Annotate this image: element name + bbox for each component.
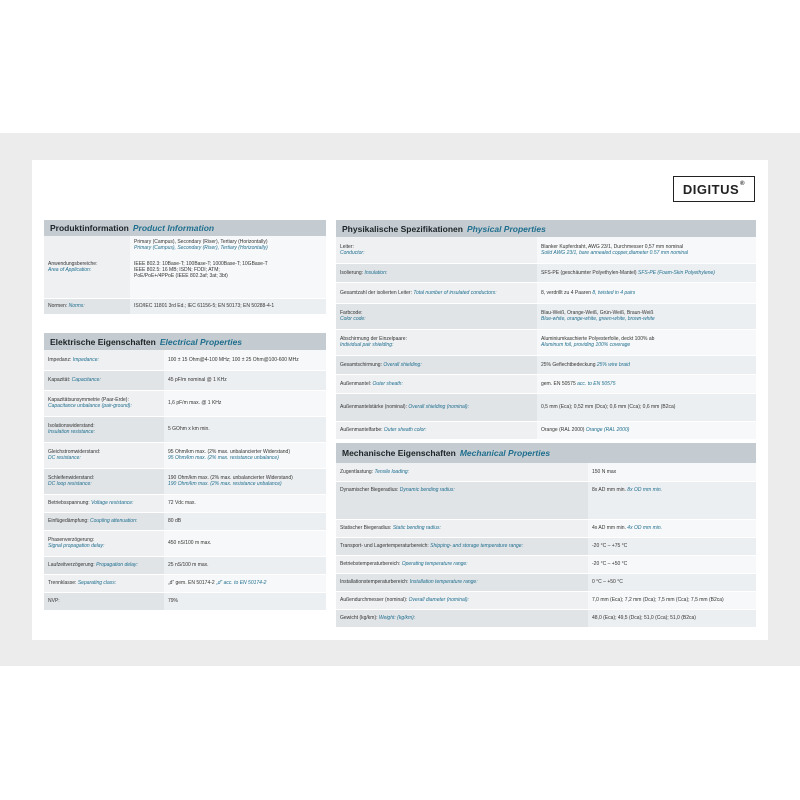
table-row xyxy=(336,591,756,609)
row-value: Aluminiumkaschierte Polyesterfolie, deckt 100% ab Aluminum foil, providing 100% coverage xyxy=(537,329,756,355)
product-information-header: Produktinformation Product Information xyxy=(44,220,326,236)
row-key: Installationstemperaturbereich: Installation temperature range: xyxy=(336,573,588,591)
row-value: gem. EN 50575 acc. to EN 50575 xyxy=(537,374,756,393)
row-value: 1,6 pF/m max. @ 1 KHz xyxy=(164,390,326,416)
row-value: 8x AD mm min. 8x OD mm min. xyxy=(588,481,756,519)
row-key: Isolierung: Insulation: xyxy=(336,263,537,282)
row-value: -20 °C – +50 °C xyxy=(588,555,756,573)
row-key: Kapazität: Capacitance: xyxy=(44,370,164,390)
row-value: 190 Ohm/km max. (2% max. unbalancierter Widerstand) 190 Ohm/km max. (2% max. resistance unbalance) xyxy=(164,468,326,494)
table-row xyxy=(44,592,326,610)
row-key: Zugentlastung: Tensile loading: xyxy=(336,463,588,481)
physical-properties-header: Physikalische Spezifikationen Physical Properties xyxy=(336,220,756,237)
row-value: 79% xyxy=(164,592,326,610)
table-row xyxy=(336,519,756,537)
table-row xyxy=(44,370,326,390)
table-row xyxy=(44,530,326,556)
row-value: 72 Vdc max. xyxy=(164,494,326,512)
table-row xyxy=(336,374,756,393)
row-value: 150 N max xyxy=(588,463,756,481)
row-value: Blanker Kupferdraht, AWG 23/1, Durchmesser 0,57 mm nominal Solid AWG 23/1, bare annealed copper,diameter 0.57 mm nominal xyxy=(537,237,756,263)
row-key: Außendurchmesser (nominal): Overall diameter (nominal): xyxy=(336,591,588,609)
row-value: 0,5 mm (Eca); 0,52 mm (Dca); 0,6 mm (Cca); 0,6 mm (B2ca) xyxy=(537,393,756,421)
physical-properties-section xyxy=(336,220,756,440)
row-key: Transport- und Lagertemperaturbereich: Shipping- and storage temperature range: xyxy=(336,537,588,555)
row-value: -20 °C – +75 °C xyxy=(588,537,756,555)
row-key: Statischer Biegeradius: Static bending radius: xyxy=(336,519,588,537)
row-key: Impedanz: Impedance: xyxy=(44,350,164,370)
row-key: Gleichstromwiderstand: DC resistance: xyxy=(44,442,164,468)
table-row xyxy=(336,481,756,519)
table-row xyxy=(44,512,326,530)
row-key: Einfügedämpfung: Coupling attenuation: xyxy=(44,512,164,530)
table-row xyxy=(336,609,756,627)
table-row xyxy=(44,416,326,442)
row-key: Gewicht (kg/km): Weight: (kg/km): xyxy=(336,609,588,627)
row-value: SFS-PE (geschäumter Polyethylen-Mantel) SFS-PE (Foam-Skin Polyethylene) xyxy=(537,263,756,282)
table-row xyxy=(336,537,756,555)
row-value: 45 pF/m nominal @ 1 KHz xyxy=(164,370,326,390)
row-key: Leiter: Conductor: xyxy=(336,237,537,263)
electrical-properties-header: Elektrische Eigenschaften Electrical Properties xyxy=(44,333,326,350)
table-row xyxy=(336,393,756,421)
row-value: Orange (RAL 2000) Orange (RAL 2000) xyxy=(537,421,756,439)
row-value: 95 Ohm/km max. (2% max. unbalancierter Widerstand) 95 Ohm/km max. (2% max. resistance unbalance) xyxy=(164,442,326,468)
table-row xyxy=(336,237,756,263)
table-row xyxy=(336,303,756,329)
row-key: Schleifenwiderstand: DC loop resistance: xyxy=(44,468,164,494)
row-value: 25% Geflechtbedeckung 25% wire braid xyxy=(537,355,756,374)
electrical-properties-table xyxy=(44,350,326,611)
physical-properties-table xyxy=(336,237,756,440)
mechanical-properties-table xyxy=(336,463,756,628)
row-value: 4x AD mm min. 4x OD mm min. xyxy=(588,519,756,537)
table-row xyxy=(336,555,756,573)
row-key: Gesamtzahl der isolierten Leiter: Total number of insulated conductors: xyxy=(336,282,537,303)
row-value: Blau-Weiß, Orange-Weiß, Grün-Weiß, Braun-Weiß Blue-white, orange-white, green-white, brown-white xyxy=(537,303,756,329)
row-key: Normen: Norms: xyxy=(44,298,130,314)
row-key: Betriebsspannung: Voltage resistance: xyxy=(44,494,164,512)
row-value: 450 nS/100 m max. xyxy=(164,530,326,556)
row-key: Gesamtschirmung: Overall shielding: xyxy=(336,355,537,374)
table-row xyxy=(44,390,326,416)
table-row xyxy=(336,355,756,374)
row-key: NVP: xyxy=(44,592,164,610)
row-value: Primary (Campus), Secondary (Riser), Tertiary (Horizontally) Primary (Campus), Secondary (Riser), Tertiary (Horizontally) IEEE 802.3: 10Base-T; 100Base-T; 1000Base-T; 10GBase-T IEEE 802.5: 16 MB; ISDN; FDDI; ATM; PoE/PoE+/4PPoE (IEEE 802.3af; 3at; 3bt) xyxy=(130,236,326,298)
row-value: 5 GOhm x km min. xyxy=(164,416,326,442)
row-value: 80 dB xyxy=(164,512,326,530)
table-row xyxy=(336,573,756,591)
table-row xyxy=(336,463,756,481)
row-key: Außenmantelstärke (nominal): Overall shielding (nominal): xyxy=(336,393,537,421)
table-row xyxy=(44,442,326,468)
table-row xyxy=(44,236,326,298)
table-row xyxy=(336,263,756,282)
mechanical-properties-section xyxy=(336,443,756,628)
row-key: Trennklasse: Separating class: xyxy=(44,574,164,592)
row-key: Anwendungsbereiche: Area of Application: xyxy=(44,236,130,298)
row-key: Kapazitätsunsymmetrie (Paar-Erde): Capacitance unbalance (pair-ground): xyxy=(44,390,164,416)
row-key: Dynamischer Biegeradius: Dynamic bending radius: xyxy=(336,481,588,519)
row-value: 48,0 (Eca); 49,5 (Dca); 51,0 (Cca); 51,0 (B2ca) xyxy=(588,609,756,627)
row-key: Laufzeitverzögerung: Propagation delay: xyxy=(44,556,164,574)
row-value: 25 nS/100 m max. xyxy=(164,556,326,574)
table-row xyxy=(44,494,326,512)
row-key: Farbcode: Color code: xyxy=(336,303,537,329)
table-row xyxy=(44,350,326,370)
electrical-properties-section xyxy=(44,333,326,611)
digitus-logo: DIGITUS ® xyxy=(673,176,755,202)
table-row xyxy=(336,282,756,303)
table-row xyxy=(44,574,326,592)
table-row xyxy=(336,329,756,355)
row-key: Phasenverzögerung: Signal propagation delay: xyxy=(44,530,164,556)
row-key: Außenmantelfarbe: Outer sheath color: xyxy=(336,421,537,439)
table-row xyxy=(44,468,326,494)
row-key: Außenmantel: Outer sheath: xyxy=(336,374,537,393)
mechanical-properties-header: Mechanische Eigenschaften Mechanical Properties xyxy=(336,443,756,463)
product-information-table xyxy=(44,236,326,315)
row-value: 8, verdrillt zu 4 Paaren 8, twisted in 4 pairs xyxy=(537,282,756,303)
row-value: 7,0 mm (Eca); 7,2 mm (Dca); 7,5 mm (Cca); 7,5 mm (B2ca) xyxy=(588,591,756,609)
row-value: ISO/IEC 11801 3rd Ed.; IEC 61156-5; EN 50173; EN 50288-4-1 xyxy=(130,298,326,314)
table-row xyxy=(44,298,326,314)
table-row xyxy=(336,421,756,439)
row-key: Betriebstemperaturbereich: Operating temperature range: xyxy=(336,555,588,573)
row-key: Isolationswiderstand: Insulation resistance: xyxy=(44,416,164,442)
table-row xyxy=(44,556,326,574)
row-value: 0 °C – +50 °C xyxy=(588,573,756,591)
product-information-section xyxy=(44,220,326,315)
row-value: 100 ± 15 Ohm@4-100 MHz; 100 ± 25 Ohm@100-600 MHz xyxy=(164,350,326,370)
row-value: „d“ gem. EN 50174-2 „d“ acc. to EN 50174-2 xyxy=(164,574,326,592)
row-key: Abschirmung der Einzelpaare: Individual pair shielding: xyxy=(336,329,537,355)
